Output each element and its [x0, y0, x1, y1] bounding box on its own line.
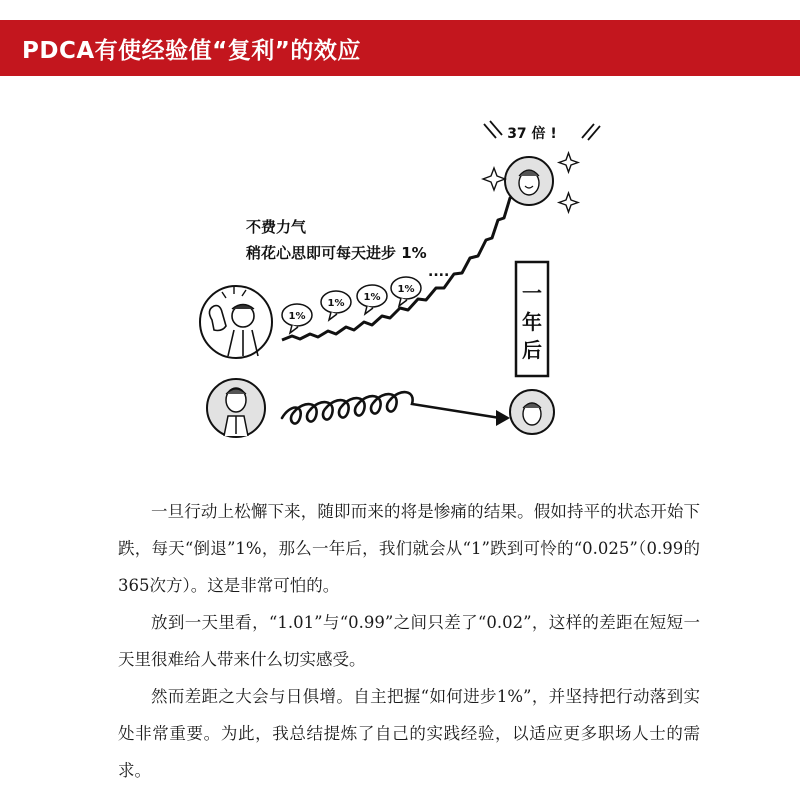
- effortless-caption-line1: 不费力气: [246, 218, 307, 236]
- bubble-label: 1%: [327, 298, 345, 309]
- header-bar: [0, 20, 800, 76]
- year-label-char-2: 年: [522, 310, 542, 334]
- unchanged-person-avatar: [510, 390, 554, 434]
- improving-person-avatar: [200, 286, 272, 358]
- paragraph: 然而差距之大会与日俱增。自主把握“如何进步1%”，并坚持把行动落到实处非常重要。为此，我总结提炼了自己的实践经验，以适应更多职场人士的需求。: [118, 687, 700, 780]
- page-title: PDCA有使经验值“复利”的效应: [22, 38, 361, 64]
- paragraph: 放到一天里看，“1.01”与“0.99”之间只差了“0.02”，这样的差距在短短一天里很难给人带来什么切实感受。: [118, 613, 700, 669]
- year-label-char-3: 后: [522, 338, 542, 362]
- emphasis-lines-right-icon: [582, 124, 600, 140]
- thirty-seven-times-label: 37 倍 !: [507, 126, 557, 142]
- year-label-char-1: 一: [522, 281, 542, 305]
- effortless-caption-line2: 稍花心思即可每天进步 1%: [246, 244, 427, 262]
- sparkle-icon: [559, 153, 578, 172]
- steady-loop-arrow: [282, 392, 500, 423]
- successful-person-avatar: [505, 157, 553, 205]
- one-percent-bubble-1: [282, 304, 312, 333]
- bubble-label: 1%: [363, 292, 381, 303]
- bubble-label: 1%: [288, 311, 306, 322]
- body-text: [118, 493, 700, 789]
- bubble-label: 1%: [397, 284, 415, 295]
- sparkle-icon: [483, 168, 505, 190]
- one-percent-bubble-3: [357, 285, 387, 314]
- steady-arrowhead-icon: [496, 410, 510, 426]
- continuation-dots: ....: [428, 264, 450, 280]
- sparkle-icon: [559, 193, 578, 212]
- growth-illustration: [0, 76, 800, 486]
- one-percent-bubble-2: [321, 291, 351, 320]
- emphasis-lines-left-icon: [484, 121, 502, 138]
- steady-person-avatar: [207, 379, 265, 437]
- paragraph: 一旦行动上松懈下来，随即而来的将是惨痛的结果。假如持平的状态开始下跌，每天“倒退”1%，那么一年后，我们就会从“1”跌到可怜的“0.025”（0.99的365次方）。这是非常可怕的。: [118, 502, 700, 595]
